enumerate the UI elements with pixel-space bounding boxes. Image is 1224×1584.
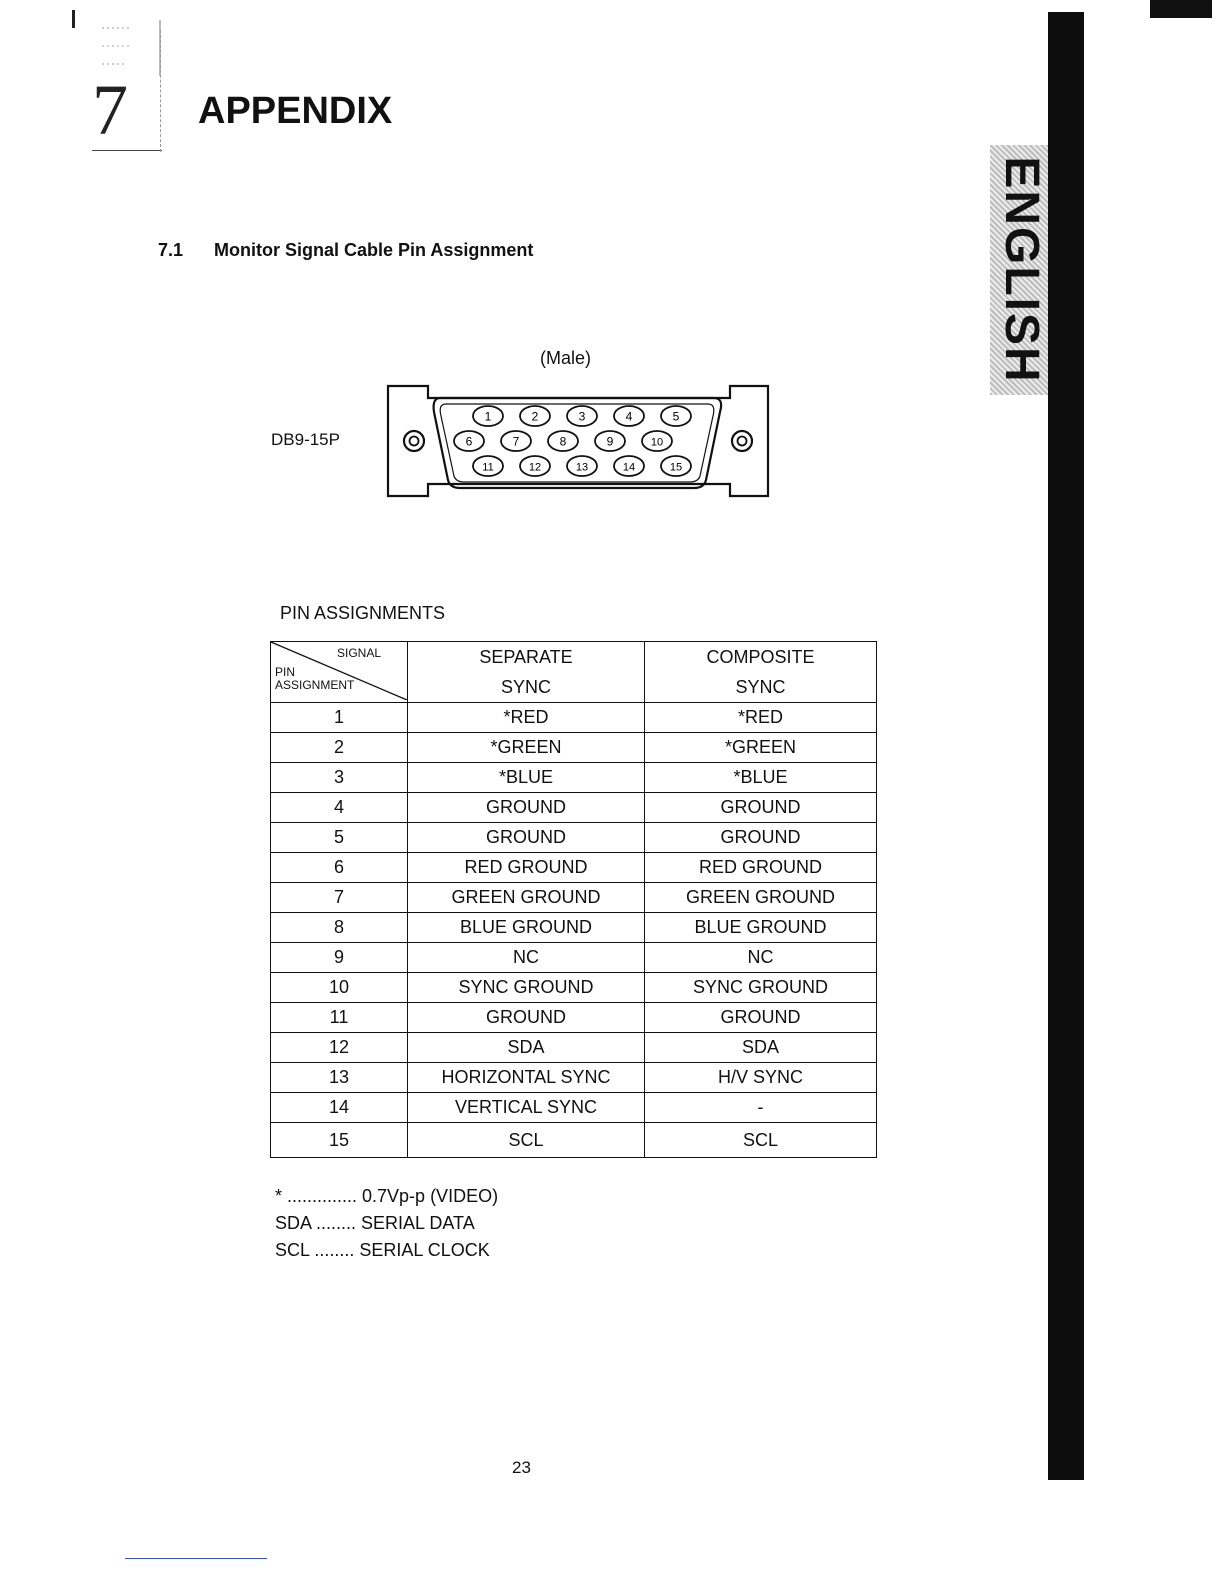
pin-number-cell: 1 [271,703,408,733]
header-pin-assignment-label [275,666,354,692]
connector-pin [548,431,578,451]
chapter-divider [160,30,161,152]
pin-number-cell: 2 [271,733,408,763]
composite-sync-cell: *BLUE [645,763,877,793]
note-scl: SCL ........ SERIAL CLOCK [275,1240,490,1260]
table-header-row [271,642,877,703]
separate-sync-cell: VERTICAL SYNC [408,1093,645,1123]
separate-sync-cell: GROUND [408,793,645,823]
connector-pin [614,406,644,426]
header-composite-sync-label: SYNC [735,677,786,697]
section-number: 7.1 [158,240,184,260]
note-video-level: * .............. 0.7Vp-p (VIDEO) [275,1186,499,1206]
separate-sync-cell: SCL [408,1123,645,1158]
composite-sync-cell: GROUND [645,793,877,823]
connector-pin-label: 10 [650,436,664,449]
pin-number-cell: 10 [271,973,408,1003]
table-row [271,1033,877,1063]
connector-pin [567,456,597,476]
table-row [271,733,877,763]
pin-number-cell: 14 [271,1093,408,1123]
section-title: Monitor Signal Cable Pin Assignment [214,240,534,260]
connector-pin [520,406,550,426]
pin-number-cell: 9 [271,943,408,973]
connector-pin [473,406,503,426]
pin-number-cell: 4 [271,793,408,823]
connector-pin [642,431,672,451]
composite-sync-cell: SYNC GROUND [645,973,877,1003]
language-tab-label: ENGLISH [995,156,1048,384]
table-row [271,793,877,823]
composite-sync-cell: BLUE GROUND [645,913,877,943]
separate-sync-cell: *BLUE [408,763,645,793]
pin-number-cell: 13 [271,1063,408,1093]
connector-pin-label: 1 [484,409,492,424]
composite-sync-cell: *RED [645,703,877,733]
table-row [271,703,877,733]
corner-mark [1150,0,1212,18]
header-pin-label: PIN [275,665,296,679]
separate-sync-cell: SYNC GROUND [408,973,645,1003]
connector-pin-label: 14 [622,461,636,474]
connector-pin-label: 5 [672,409,680,424]
table-row [271,1093,877,1123]
table-row [271,853,877,883]
pin-assignment-table [270,641,877,1158]
page-number: 23 [512,1458,531,1477]
connector-name: DB9-15P [271,430,340,449]
connector-pin-label: 2 [531,409,539,424]
pin-number-cell: 3 [271,763,408,793]
separate-sync-cell: GROUND [408,823,645,853]
connector-pin-label: 8 [559,434,567,449]
connector-pin [567,406,597,426]
connector-pin-label: 4 [625,409,633,424]
header-assignment-label: ASSIGNMENT [275,678,355,692]
connector-pin-label: 7 [512,434,520,449]
header-separate-sync-label: SYNC [500,677,551,697]
pin-number-cell: 6 [271,853,408,883]
connector-pin-label: 3 [578,409,586,424]
connector-pin-label: 15 [669,461,683,474]
table-row [271,823,877,853]
header-composite-label: COMPOSITE [706,647,815,667]
chapter-number: 7 [92,70,128,150]
separate-sync-cell: NC [408,943,645,973]
connector-pin [473,456,503,476]
header-separate-label: SEPARATE [479,647,573,667]
composite-sync-cell: GROUND [645,1003,877,1033]
composite-sync-cell: *GREEN [645,733,877,763]
db15-connector-diagram [380,378,775,504]
pin-number-cell: 12 [271,1033,408,1063]
connector-pin [454,431,484,451]
separate-sync-cell: GREEN GROUND [408,883,645,913]
pin-number-cell: 15 [271,1123,408,1158]
connector-pin-label: 9 [606,434,614,449]
separate-sync-cell: *GREEN [408,733,645,763]
table-heading: PIN ASSIGNMENTS [280,603,446,623]
connector-pin-label: 12 [528,461,542,474]
language-tab [990,145,1048,395]
pin-number-cell: 11 [271,1003,408,1033]
footer-rule [125,1558,267,1559]
scan-marks [72,6,182,76]
chapter-title: APPENDIX [198,90,393,132]
column-header-composite-sync [645,642,877,703]
composite-sync-cell: H/V SYNC [645,1063,877,1093]
table-row [271,883,877,913]
composite-sync-cell: SDA [645,1033,877,1063]
separate-sync-cell: GROUND [408,1003,645,1033]
screw-icon-right [732,431,752,451]
table-corner-header [271,642,408,703]
pin-number-cell: 8 [271,913,408,943]
separate-sync-cell: SDA [408,1033,645,1063]
connector-pin [501,431,531,451]
table-row [271,913,877,943]
screw-icon-left [404,431,424,451]
connector-pin-label: 6 [465,434,473,449]
note-sda: SDA ........ SERIAL DATA [275,1213,475,1233]
table-row [271,763,877,793]
composite-sync-cell: NC [645,943,877,973]
table-row [271,973,877,1003]
composite-sync-cell: - [645,1093,877,1123]
connector-pin-label: 11 [482,461,494,474]
chapter-underline [92,150,162,151]
pin-number-cell: 7 [271,883,408,913]
pin-number-cell: 5 [271,823,408,853]
connector-gender-label: (Male) [540,348,592,368]
separate-sync-cell: HORIZONTAL SYNC [408,1063,645,1093]
connector-pin [595,431,625,451]
connector-pin [614,456,644,476]
table-row [271,1123,877,1158]
separate-sync-cell: RED GROUND [408,853,645,883]
composite-sync-cell: GREEN GROUND [645,883,877,913]
composite-sync-cell: RED GROUND [645,853,877,883]
separate-sync-cell: BLUE GROUND [408,913,645,943]
connector-pin-label: 13 [575,461,589,474]
composite-sync-cell: GROUND [645,823,877,853]
separate-sync-cell: *RED [408,703,645,733]
table-row [271,1063,877,1093]
connector-pin [661,406,691,426]
header-signal-label: SIGNAL [336,646,381,660]
side-edge-bar [1048,12,1084,1480]
connector-pin [661,456,691,476]
connector-pin [520,456,550,476]
table-row [271,1003,877,1033]
table-row [271,943,877,973]
composite-sync-cell: SCL [645,1123,877,1158]
column-header-separate-sync [408,642,645,703]
